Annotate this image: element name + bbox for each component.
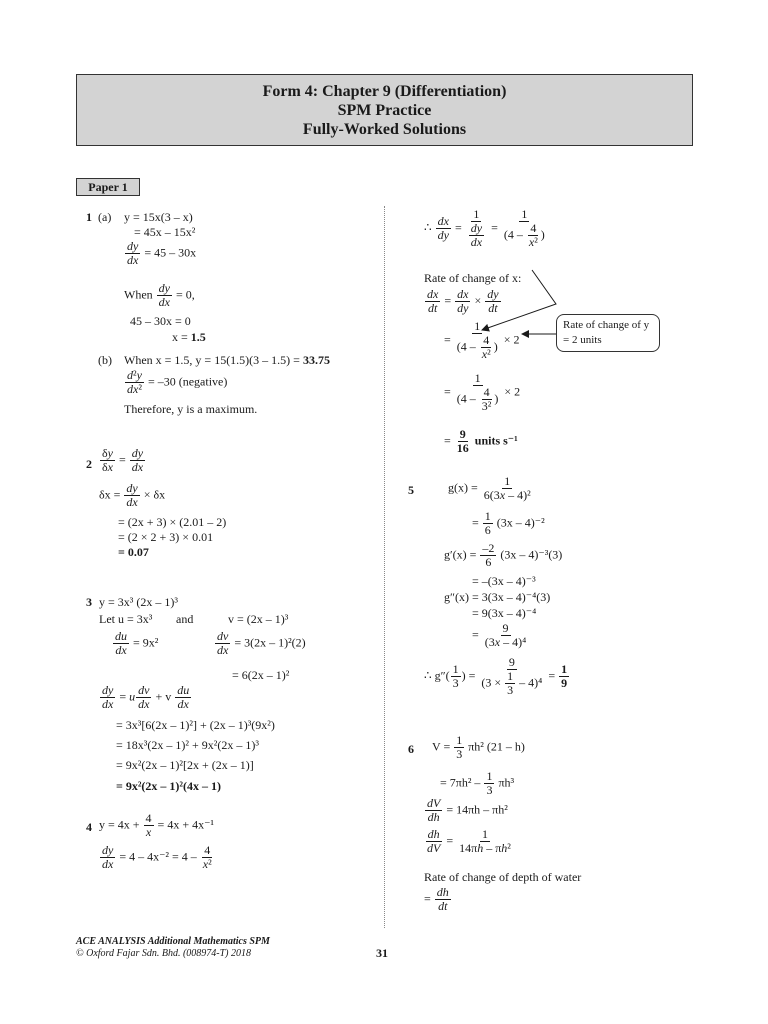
solutions-title: Fully-Worked Solutions xyxy=(302,121,467,138)
q6-line-2: = 7πh² – $\frac{1}{3}$ πh³ xyxy=(440,769,515,797)
paper-label: Paper 1 xyxy=(76,178,140,196)
q2-line-3: = (2x + 3) × (2.01 – 2) xyxy=(118,515,227,529)
rhs-dx-dy: ∴ $\frac{dx}{dy}$ = $\frac{1}{\frac{dy}{dx}}$ = 1 (4 – $\frac{4}{\text{x²}}$ ) xyxy=(424,207,545,249)
q1-b-second-derivative: $\frac{\text{d²y}}{\text{dx²}}$ = –30 (negative) xyxy=(127,368,228,396)
q6-expanded-rest: πh³ xyxy=(498,775,515,790)
q4-y-simplified: = 4x + 4x⁻¹ xyxy=(157,817,215,832)
q5-line-5: g″(x) = 3(3x – 4)⁻⁴(3) xyxy=(444,590,551,604)
q3-line-8: = 9x²(2x – 1)²[2x + (2x – 1)] xyxy=(116,758,254,772)
q1-derivative: $\frac{dy}{dx}$ = 45 – 30x xyxy=(127,239,197,267)
q3-line-6: = 3x³[6(2x – 1)²] + (2x – 1)³(9x²) xyxy=(116,718,275,732)
q3-answer: = 9x²(2x – 1)²(4x – 1) xyxy=(116,779,222,793)
rate-result: = $\frac{9}{16}$ units s⁻¹ xyxy=(444,427,518,455)
q2-line-1: $\frac{\delta y}{\delta x}$ = $\frac{dy}{dx}$ xyxy=(102,446,144,474)
chain-rule-line: $\frac{dx}{dt}$ = $\frac{dx}{dy}$ × $\frac{dy}{dt}$ xyxy=(427,287,499,315)
q1-b-text: When x = 1.5, y = 15(1.5)(3 – 1.5) = xyxy=(124,353,303,367)
q6-line-3: $\frac{dV}{dh}$ = 14πh – πh² xyxy=(427,796,508,824)
question-number-5: 5 xyxy=(408,483,414,497)
question-number-2: 2 xyxy=(86,457,92,471)
copyright: © Oxford Fajar Sdn. Bhd. (008974-T) 2018 xyxy=(76,948,251,959)
q2-line-4: = (2 × 2 + 3) × 0.01 xyxy=(118,530,214,544)
therefore-symbol: ∴ xyxy=(424,220,432,235)
q3-let-v: v = (2x – 1)³ xyxy=(228,612,289,626)
q1-b-line-3: Therefore, y is a maximum. xyxy=(124,402,258,416)
substitution-line-1: = 1 (4 – $\frac{4}{\text{x²}}$ ) × 2 xyxy=(444,319,520,361)
question-number-6: 6 xyxy=(408,742,414,756)
chapter-title: Form 4: Chapter 9 (Differentiation) xyxy=(262,83,507,100)
q1-line-3: = 45 – 30x xyxy=(144,245,197,260)
q5-line-2: = $\frac{1}{6}$ (3x – 4)⁻² xyxy=(472,509,545,537)
q3-line-1: y = 3x³ (2x – 1)³ xyxy=(99,595,178,609)
q5-g-of-x: g(x) = xyxy=(448,480,478,495)
q1-part-a: (a) xyxy=(98,210,112,224)
q1-line-5: 45 – 30x = 0 xyxy=(130,314,191,328)
question-number-3: 3 xyxy=(86,595,92,609)
question-number-4: 4 xyxy=(86,820,92,834)
q2-delta-x: δx = xyxy=(99,487,121,502)
q3-let-u: Let u = 3x³ xyxy=(99,612,153,626)
q2-times-delta-x: × δx xyxy=(143,487,166,502)
rate-result-unit: units s⁻¹ xyxy=(474,433,518,448)
q4-line-1: y = 4x + $\frac{4}{x}$ = 4x + 4x⁻¹ xyxy=(99,811,215,839)
arrow-to-substitution xyxy=(482,270,556,330)
q2-line-2: δx = $\frac{dy}{dx}$ × δx xyxy=(99,481,166,509)
q5-line-7: = $\frac{9}{\text{(3x – 4)⁴}}$ xyxy=(472,621,527,649)
q5-line-4: = –(3x – 4)⁻³ xyxy=(472,574,536,588)
q5-line-6: = 9(3x – 4)⁻⁴ xyxy=(472,606,537,620)
q2-equals: = xyxy=(118,452,126,467)
q3-plus-v: + v xyxy=(155,689,172,704)
practice-title: SPM Practice xyxy=(337,102,432,119)
question-number-1: 1 xyxy=(86,210,92,224)
q1-part-b: (b) xyxy=(98,353,112,367)
q5-therefore: ∴ g″ xyxy=(424,668,446,683)
q4-y-eq: y = 4x + xyxy=(99,817,140,832)
q5-line-8: ∴ g″( $\frac{1}{3}$ ) = 9 (3 × $\frac{1}{3}$ – 4)⁴ = $\frac{1}{9}$ xyxy=(424,655,568,697)
q1-b-line-2: = –30 (negative) xyxy=(147,374,228,389)
q3-du-dx: $\frac{du}{dx}$ = 9x² xyxy=(115,629,159,657)
q4-derivative: = 4 – 4x⁻² = 4 – xyxy=(119,849,197,864)
q6-v-rest: πh² (21 – h) xyxy=(468,739,525,754)
q5-power: (3x – 4)⁻² xyxy=(496,515,545,530)
rate-of-change-x-label: Rate of change of x: xyxy=(424,271,522,285)
q5-line-3: g′(x) = $\frac{-2}{6}$ (3x – 4)⁻³(3) xyxy=(444,541,563,569)
q6-v-eq: V = xyxy=(432,739,451,754)
rate-of-change-y-callout: Rate of change of y = 2 units xyxy=(556,314,660,352)
q6-dv-dh: = 14πh – πh² xyxy=(446,802,508,817)
q3-line-4: = 6(2x – 1)² xyxy=(232,668,290,682)
q1-when-line: When $\frac{dy}{dx}$ = 0, xyxy=(124,281,195,309)
q6-expanded: = 7πh² – xyxy=(440,775,481,790)
q1-x-answer: 1.5 xyxy=(190,330,206,344)
q5-g-prime-rest: (3x – 4)⁻³(3) xyxy=(500,547,563,562)
footer xyxy=(76,936,270,960)
q1-line-1: y = 15x(3 – x) xyxy=(124,210,193,224)
q5-line-1: g(x) = $\frac{1}{\text{6(3x – 4)²}}$ xyxy=(448,474,531,502)
q1-line-2: = 45x – 15x² xyxy=(134,225,196,239)
q6-line-1: V = $\frac{1}{3}$ πh² (21 – h) xyxy=(432,733,525,761)
q5-g-prime: g′(x) = xyxy=(444,547,477,562)
substitution-line-2: = 1 (4 – $\frac{4}{\text{3²}}$ ) × 2 xyxy=(444,371,521,413)
q3-and: and xyxy=(176,612,194,626)
q1-when-text: When xyxy=(124,287,153,302)
book-title: ACE ANALYSIS Additional Mathematics SPM xyxy=(76,936,270,947)
q3-du-value: = 9x² xyxy=(133,635,159,650)
q6-line-6: = $\frac{dh}{dt}$ xyxy=(424,885,449,913)
q1-x-label: x = xyxy=(172,330,191,344)
q6-line-5: Rate of change of depth of water xyxy=(424,870,582,884)
q4-line-2: $\frac{dy}{dx}$ = 4 – 4x⁻² = 4 – $\frac{4}{\text{x²}}$ xyxy=(102,843,212,871)
q2-answer: = 0.07 xyxy=(118,545,149,559)
q3-dv-value: = 3(2x – 1)²(2) xyxy=(234,635,306,650)
q3-dv-dx: $\frac{dv}{dx}$ = 3(2x – 1)²(2) xyxy=(217,629,306,657)
q1-b-answer: 33.75 xyxy=(302,353,330,367)
q6-line-4: $\frac{dh}{dV}$ = $\frac{1}{\text{14πh – πh²}}$ xyxy=(427,827,511,855)
q3-line-7: = 18x³(2x – 1)² + 9x²(2x – 1)³ xyxy=(116,738,259,752)
q1-when-value: = 0, xyxy=(175,287,195,302)
page-number: 31 xyxy=(376,946,388,960)
q3-product-rule: $\frac{dy}{dx}$ = u $\frac{dv}{dx}$ + v $\frac{du}{dx}$ xyxy=(102,683,190,711)
